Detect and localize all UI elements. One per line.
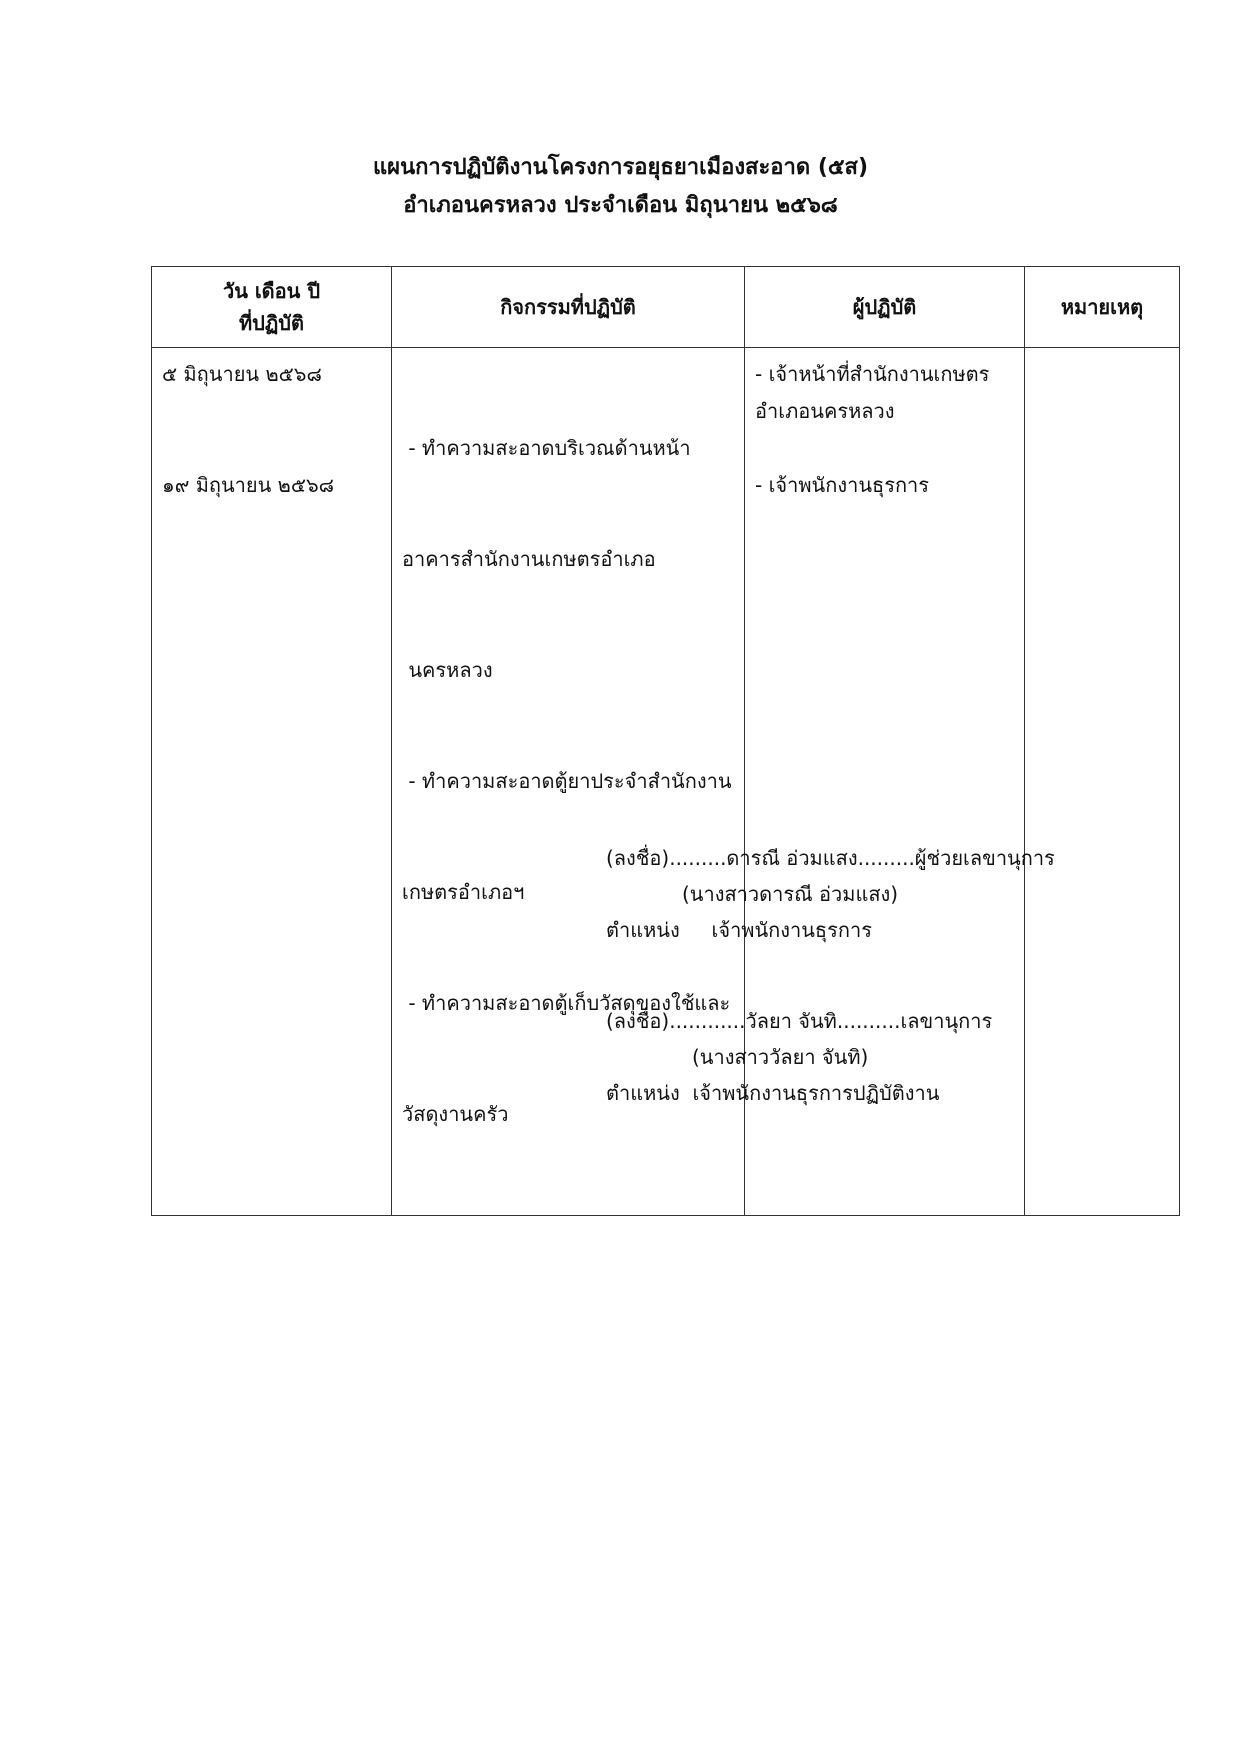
- header-remark: หมายเหตุ: [1025, 267, 1180, 348]
- signer-name-2: (นางสาววัลยา จันทิ): [692, 1045, 869, 1069]
- header-date-line1: วัน เดือน ปี: [222, 279, 321, 303]
- activity-line: - ทำความสะอาดตู้เก็บวัสดุของใช้และ: [402, 991, 731, 1015]
- header-date-line2: ที่ปฏิบัติ: [239, 311, 304, 335]
- date-cell: [152, 348, 392, 1216]
- plan-table: [151, 266, 1180, 1216]
- signature-line-1: (ลงชื่อ).........ดารณี อ่วมแสง.........ผู้ช่วยเลขานุการ: [606, 846, 1055, 870]
- activity-line: อาคารสำนักงานเกษตรอำเภอ: [402, 547, 656, 571]
- header-date: [152, 267, 392, 348]
- date-row-1: ๕ มิถุนายน ๒๕๖๘: [162, 362, 322, 386]
- activity-line: วัสดุงานครัว: [402, 1102, 509, 1126]
- activity-line: เกษตรอำเภอฯ: [402, 880, 525, 904]
- signer-position-2: ตำแหน่ง เจ้าพนักงานธุรการปฏิบัติงาน: [606, 1081, 940, 1105]
- document-title: แผนการปฏิบัติงานโครงการอยุธยาเมืองสะอาด (๕ส): [373, 155, 868, 180]
- table-header-row: [152, 267, 1180, 348]
- remark-cell: [1025, 348, 1180, 1216]
- activity-line: - ทำความสะอาดตู้ยาประจำสำนักงาน: [402, 769, 732, 793]
- signature-line-2: (ลงชื่อ)............วัลยา จันทิ..........เลขานุการ: [606, 1009, 993, 1033]
- signer-position-1: ตำแหน่ง เจ้าพนักงานธุรการ: [606, 918, 872, 942]
- header-activity: กิจกรรมที่ปฏิบัติ: [392, 267, 745, 348]
- header-performer: ผู้ปฏิบัติ: [745, 267, 1025, 348]
- activity-line: - ทำความสะอาดบริเวณด้านหน้า: [402, 436, 691, 460]
- date-row-2: ๑๙ มิถุนายน ๒๕๖๘: [162, 473, 335, 497]
- signer-name-1: (นางสาวดารณี อ่วมแสง): [682, 882, 899, 906]
- document-subtitle: อำเภอนครหลวง ประจำเดือน มิถุนายน ๒๕๖๘: [403, 193, 838, 218]
- performer-line: อำเภอนครหลวง: [755, 399, 895, 423]
- performer-line: - เจ้าพนักงานธุรการ: [755, 473, 930, 497]
- performer-line: - เจ้าหน้าที่สำนักงานเกษตร: [755, 362, 990, 386]
- activity-line: นครหลวง: [402, 658, 493, 682]
